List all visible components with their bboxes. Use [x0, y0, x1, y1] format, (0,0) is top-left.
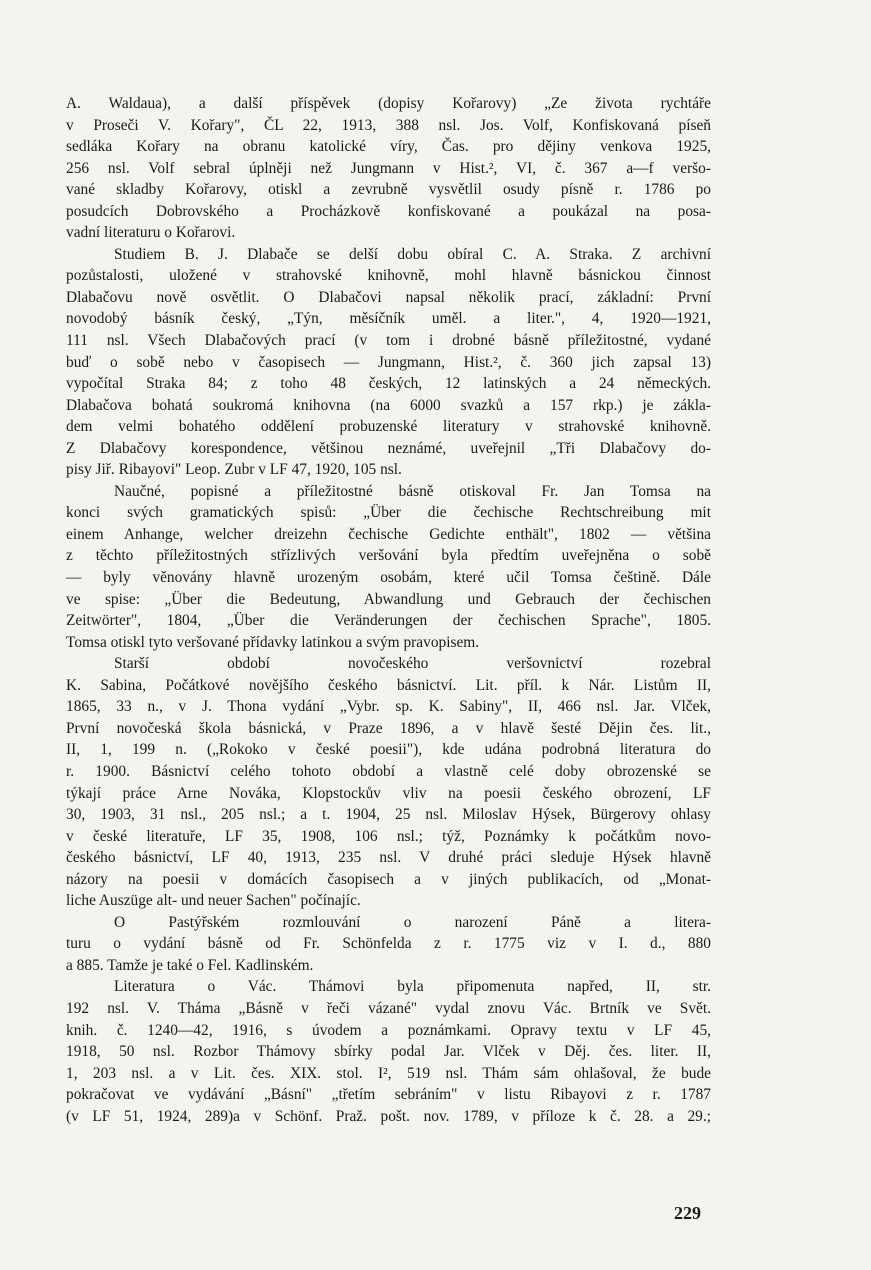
- text-line: dem velmi bohatého oddělení probuzenské literatury v strahovské knihovně.: [66, 418, 711, 436]
- text-line: Z Dlabačovy korespondence, většinou neznámé, uveřejnil „Tři Dlabačovy do-: [66, 439, 711, 457]
- paragraph-dlabac: [66, 244, 711, 481]
- text-line: První novočeská škola básnická, v Praze 1896, a v hlavě šesté Dějin čes. lit.,: [66, 719, 711, 737]
- text-line: r. 1900. Básnictví celého tohoto období a vlastně celé doby obrozenské se: [66, 762, 711, 780]
- paragraph-volf-korara: [66, 93, 711, 244]
- text-line: týkají práce Arne Nováka, Klopstockův vliv na poesii českého obrození, LF: [66, 784, 711, 802]
- text-line: vadní literaturu o Kořarovi.: [66, 224, 236, 242]
- paragraph-pastyrske-rozmlouvani: [66, 912, 711, 977]
- text-line: konci svých gramatických spisů: „Über die čechische Rechtschreibung mit: [66, 504, 711, 522]
- text-line: v Proseči V. Kořary", ČL 22, 1913, 388 nsl. Jos. Volf, Konfiskovaná píseň: [66, 116, 711, 134]
- text-line: 1, 203 nsl. a v Lit. čes. XIX. stol. I², 519 nsl. Thám sám ohlašoval, že bude: [66, 1064, 711, 1082]
- text-line: Literatura o Vác. Thámovi byla připomenuta napřed, II, str.: [114, 978, 711, 996]
- text-line: Dlabačova bohatá soukromá knihovna (na 6000 svazků a 157 rkp.) je zákla-: [66, 396, 711, 414]
- text-line: (v LF 51, 1924, 289)a v Schönf. Praž. pošt. nov. 1789, v příloze k č. 28. a 29.;: [66, 1107, 711, 1125]
- text-line: pozůstalosti, uložené v strahovské knihovně, mohl hlavně básnickou činnost: [66, 267, 711, 285]
- text-line: v české literatuře, LF 35, 1908, 106 nsl.; týž, Poznámky k počátkům novo-: [66, 827, 711, 845]
- text-line: ve spise: „Über die Bedeutung, Abwandlung und Gebrauch der čechischen: [66, 590, 711, 608]
- text-line: Starší období novočeského veršovnictví rozebral: [114, 655, 711, 673]
- text-line: K. Sabina, Počátkové novějšího českého básnictví. Lit. příl. k Nár. Listům II,: [66, 676, 711, 694]
- text-line: Dlabačovu nově osvětlit. O Dlabačovi napsal několik prací, základní: První: [66, 288, 711, 306]
- text-line: II, 1, 199 n. („Rokoko v české poesii"), kde udána podrobná literatura do: [66, 741, 711, 759]
- text-line: z těchto příležitostných střízlivých veršování byla předtím uveřejněna o sobě: [66, 547, 711, 565]
- text-line: knih. č. 1240—42, 1916, s úvodem a poznámkami. Opravy textu v LF 45,: [66, 1021, 711, 1039]
- text-line: Zeitwörter", 1804, „Über die Veränderungen der čechischen Sprache", 1805.: [66, 612, 711, 630]
- text-line: pisy Jiř. Ribayovi" Leop. Zubr v LF 47, 1920, 105 nsl.: [66, 461, 402, 479]
- text-line: buď o sobě nebo v časopisech — Jungmann, Hist.², č. 360 jich zapsal 13): [66, 353, 711, 371]
- text-line: liche Auszüge alt- und neuer Sachen" počínajíc.: [66, 892, 361, 910]
- text-line: O Pastýřském rozmlouvání o narození Páně a litera-: [114, 913, 711, 931]
- text-line: a 885. Tamže je také o Fel. Kadlinském.: [66, 956, 314, 974]
- paragraph-starsi-obdobi: [66, 653, 711, 912]
- page-number: 229: [674, 1203, 701, 1223]
- text-line: Naučné, popisné a příležitostné básně otiskoval Fr. Jan Tomsa na: [114, 482, 711, 500]
- text-line: turu o vydání básně od Fr. Schönfelda z r. 1775 viz v I. d., 880: [66, 935, 711, 953]
- text-line: — byly věnovány hlavně urozeným osobám, které učil Tomsa češtině. Dále: [66, 569, 711, 587]
- text-line: posudcích Dobrovského a Procházkově konfiskované a poukázal na posa-: [66, 202, 711, 220]
- text-line: novodobý básník český, „Týn, měsíčník uměl. a liter.", 4, 1920—1921,: [66, 310, 711, 328]
- text-line: sedláka Kořary na obranu katolické víry, Čas. pro dějiny venkova 1925,: [66, 138, 711, 156]
- text-line: Studiem B. J. Dlabače se delší dobu obíral C. A. Straka. Z archivní: [114, 245, 711, 263]
- text-line: názory na poesii v domácích časopisech a v jiných publikacích, od „Monat-: [66, 870, 711, 888]
- text-line: 111 nsl. Všech Dlabačových prací (v tom i drobné básně příležitostné, vydané: [66, 332, 711, 350]
- text-line: Tomsa otiskl tyto veršované přídavky latinkou a svým pravopisem.: [66, 633, 480, 651]
- body-text: [66, 93, 711, 1127]
- text-line: 30, 1903, 31 nsl., 205 nsl.; a t. 1904, 25 nsl. Miloslav Hýsek, Bürgerovy ohlasy: [66, 806, 711, 824]
- text-line: pokračovat ve vydávání „Básní" „třetím sebráním" v listu Ribayovi z r. 1787: [66, 1086, 711, 1104]
- text-line: 256 nsl. Volf sebral úplněji než Jungmann v Hist.², VI, č. 367 a—f veršo-: [66, 159, 711, 177]
- text-line: 192 nsl. V. Tháma „Básně v řeči vázané" vydal znovu Vác. Brtník ve Svět.: [66, 999, 711, 1017]
- text-line: českého básnictví, LF 40, 1913, 235 nsl. V druhé práci sleduje Hýsek hlavně: [66, 849, 711, 867]
- text-line: einem Anhange, welcher dreizehn čechische Gedichte enthält", 1802 — většina: [66, 525, 711, 543]
- paragraph-tham: [66, 976, 711, 1127]
- text-line: 1918, 50 nsl. Rozbor Thámovy sbírky podal Jar. Vlček v Děj. čes. liter. II,: [66, 1043, 711, 1061]
- text-line: vané skladby Kořarovy, otiskl a zevrubně vysvětlil osudy písně r. 1786 po: [66, 181, 711, 199]
- text-line: A. Waldaua), a další příspěvek (dopisy Kořarovy) „Ze života rychtáře: [66, 95, 711, 112]
- text-line: 1865, 33 n., v J. Thona vydání „Vybr. sp. K. Sabiny", II, 466 nsl. Jar. Vlček,: [66, 698, 711, 716]
- paragraph-tomsa: [66, 481, 711, 653]
- text-line: vypočítal Straka 84; z toho 48 českých, 12 latinských a 24 německých.: [66, 375, 711, 393]
